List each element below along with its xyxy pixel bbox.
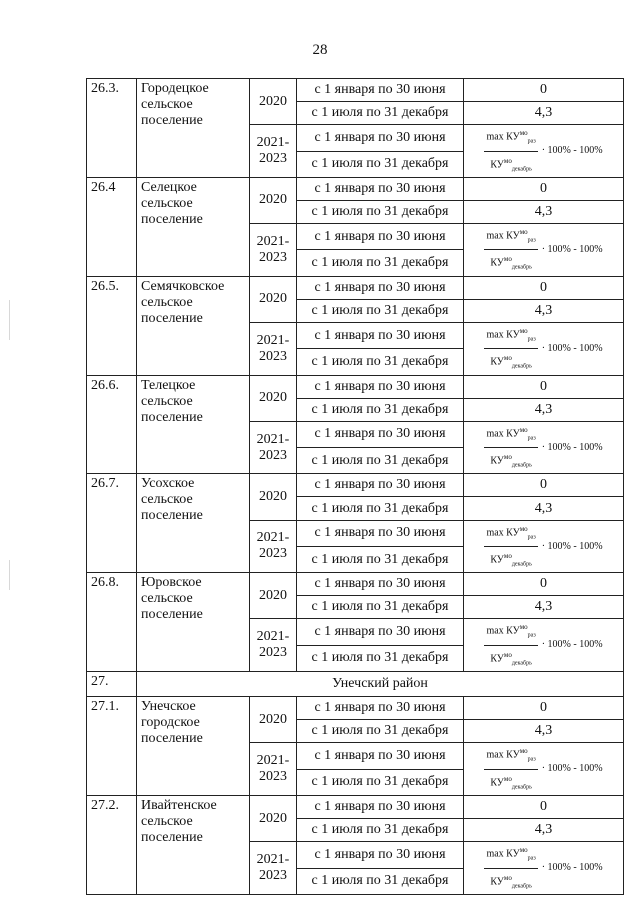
period-cell: с 1 июля по 31 декабря [297, 200, 464, 223]
year-cell: 2021-2023 [250, 619, 297, 672]
period-cell: с 1 января по 30 июня [297, 796, 464, 819]
value-cell: 4,3 [464, 200, 624, 223]
formula-fraction [484, 224, 537, 276]
formula-numerator: $\max КУ^{мо}_{раз}$ [484, 619, 537, 645]
formula-multiplier: · 100% - 100% [541, 763, 603, 775]
row-number: 26.4 [87, 177, 137, 276]
year-cell: 2020 [250, 474, 297, 520]
formula-multiplier: · 100% - 100% [541, 639, 603, 651]
settlement-row [87, 796, 624, 819]
formula-denominator: $КУ^{мо}_{декабрь}$ [490, 156, 532, 172]
formula-denominator: $КУ^{мо}_{декабрь}$ [490, 551, 532, 568]
formula-denominator: $КУ^{мо}_{декабрь}$ [490, 650, 532, 667]
formula-denominator: $КУ^{мо}_{декабрь}$ [490, 255, 532, 271]
value-cell: 0 [464, 375, 624, 398]
formula-denominator: $КУ^{мо}_{декабрь}$ [490, 774, 532, 790]
row-number: 26.7. [87, 474, 137, 573]
value-cell: 0 [464, 573, 624, 596]
row-number: 26.8. [87, 573, 137, 672]
formula-multiplier: · 100% - 100% [541, 441, 603, 453]
settlement-name: Усохское сельское поселение [137, 474, 250, 573]
year-cell: 2020 [250, 796, 297, 842]
year-cell: 2020 [250, 79, 297, 125]
formula-numerator: $\max КУ^{мо}_{раз}$ [484, 422, 537, 448]
settlement-row [87, 474, 624, 497]
year-cell: 2021-2023 [250, 421, 297, 474]
settlement-name: Селецкое сельское поселение [137, 177, 250, 276]
formula-numerator: $\max КУ^{мо}_{раз}$ [484, 842, 537, 868]
period-cell: с 1 января по 30 июня [297, 474, 464, 497]
period-cell: с 1 июля по 31 декабря [297, 596, 464, 619]
period-cell: с 1 января по 30 июня [297, 697, 464, 720]
district-name: Унечский район [137, 672, 624, 697]
row-number: 27.2. [87, 796, 137, 895]
formula-fraction [484, 521, 537, 573]
period-cell: с 1 июля по 31 декабря [297, 299, 464, 322]
formula-fraction [484, 743, 537, 795]
growth-formula [464, 520, 624, 573]
period-cell: с 1 июля по 31 декабря [297, 448, 464, 474]
settlement-row [87, 697, 624, 720]
tariff-table-body [87, 79, 624, 895]
period-cell: с 1 января по 30 июня [297, 79, 464, 102]
settlement-row [87, 177, 624, 200]
period-cell: с 1 января по 30 июня [297, 743, 464, 769]
settlement-name: Городецкое сельское поселение [137, 79, 250, 178]
growth-formula [464, 421, 624, 474]
value-cell: 0 [464, 796, 624, 819]
formula-multiplier: · 100% - 100% [541, 862, 603, 874]
period-cell: с 1 июля по 31 декабря [297, 349, 464, 375]
formula-multiplier: · 100% - 100% [541, 342, 603, 354]
settlement-name: Семячковское сельское поселение [137, 276, 250, 375]
year-cell: 2021-2023 [250, 322, 297, 375]
year-cell: 2021-2023 [250, 224, 297, 277]
value-cell: 0 [464, 474, 624, 497]
formula-multiplier: · 100% - 100% [541, 540, 603, 552]
formula-denominator: $КУ^{мо}_{декабрь}$ [490, 873, 532, 889]
year-cell: 2020 [250, 375, 297, 421]
value-cell: 4,3 [464, 102, 624, 125]
period-cell: с 1 июля по 31 декабря [297, 645, 464, 671]
value-cell: 0 [464, 276, 624, 299]
settlement-name: Телецкое сельское поселение [137, 375, 250, 474]
year-cell: 2021-2023 [250, 743, 297, 796]
period-cell: с 1 июля по 31 декабря [297, 819, 464, 842]
year-cell: 2021-2023 [250, 520, 297, 573]
period-cell: с 1 июля по 31 декабря [297, 546, 464, 572]
formula-numerator: $\max КУ^{мо}_{раз}$ [484, 743, 537, 769]
period-cell: с 1 января по 30 июня [297, 276, 464, 299]
row-number: 26.6. [87, 375, 137, 474]
settlement-name: Унечское городское поселение [137, 697, 250, 796]
period-cell: с 1 июля по 31 декабря [297, 497, 464, 520]
period-cell: с 1 июля по 31 декабря [297, 769, 464, 795]
settlement-row [87, 573, 624, 596]
value-cell: 4,3 [464, 497, 624, 520]
period-cell: с 1 июля по 31 декабря [297, 720, 464, 743]
value-cell: 0 [464, 697, 624, 720]
formula-fraction [484, 323, 537, 375]
settlement-name: Юровское сельское поселение [137, 573, 250, 672]
year-cell: 2021-2023 [250, 125, 297, 178]
growth-formula [464, 842, 624, 895]
year-cell: 2021-2023 [250, 842, 297, 895]
formula-denominator: $КУ^{мо}_{декабрь}$ [490, 453, 532, 469]
formula-multiplier: · 100% - 100% [541, 243, 603, 255]
settlement-row [87, 375, 624, 398]
period-cell: с 1 января по 30 июня [297, 375, 464, 398]
period-cell: с 1 января по 30 июня [297, 125, 464, 151]
value-cell: 4,3 [464, 596, 624, 619]
period-cell: с 1 января по 30 июня [297, 177, 464, 200]
formula-fraction [484, 422, 537, 474]
formula-numerator: $\max КУ^{мо}_{раз}$ [484, 323, 537, 349]
settlement-row [87, 276, 624, 299]
period-cell: с 1 июля по 31 декабря [297, 102, 464, 125]
year-cell: 2020 [250, 177, 297, 223]
row-number: 26.5. [87, 276, 137, 375]
period-cell: с 1 января по 30 июня [297, 573, 464, 596]
period-cell: с 1 января по 30 июня [297, 619, 464, 645]
growth-formula [464, 619, 624, 672]
period-cell: с 1 июля по 31 декабря [297, 868, 464, 894]
growth-formula [464, 224, 624, 277]
row-number: 27. [87, 672, 137, 697]
settlement-name: Ивайтенское сельское поселение [137, 796, 250, 895]
settlement-row [87, 79, 624, 102]
period-cell: с 1 января по 30 июня [297, 842, 464, 868]
formula-fraction [484, 619, 537, 671]
value-cell: 0 [464, 79, 624, 102]
value-cell: 0 [464, 177, 624, 200]
page-number: 28 [312, 42, 328, 58]
period-cell: с 1 января по 30 июня [297, 520, 464, 546]
formula-fraction [484, 125, 537, 177]
formula-numerator: $\max КУ^{мо}_{раз}$ [484, 521, 537, 547]
growth-formula [464, 322, 624, 375]
value-cell: 4,3 [464, 398, 624, 421]
value-cell: 4,3 [464, 299, 624, 322]
value-cell: 4,3 [464, 819, 624, 842]
formula-denominator: $КУ^{мо}_{декабрь}$ [490, 354, 532, 370]
district-row [87, 672, 624, 697]
period-cell: с 1 января по 30 июня [297, 224, 464, 250]
period-cell: с 1 января по 30 июня [297, 322, 464, 348]
formula-numerator: $\max КУ^{мо}_{раз}$ [484, 224, 537, 250]
period-cell: с 1 июля по 31 декабря [297, 151, 464, 177]
year-cell: 2020 [250, 276, 297, 322]
growth-formula [464, 743, 624, 796]
value-cell: 4,3 [464, 720, 624, 743]
year-cell: 2020 [250, 697, 297, 743]
formula-multiplier: · 100% - 100% [541, 145, 603, 157]
formula-numerator: $\max КУ^{мо}_{раз}$ [484, 125, 537, 151]
row-number: 26.3. [87, 79, 137, 178]
scan-edge-mark [9, 300, 10, 340]
scan-edge-mark [9, 560, 10, 590]
row-number: 27.1. [87, 697, 137, 796]
period-cell: с 1 января по 30 июня [297, 421, 464, 447]
growth-formula [464, 125, 624, 178]
year-cell: 2020 [250, 573, 297, 619]
tariff-table [86, 78, 624, 895]
period-cell: с 1 июля по 31 декабря [297, 398, 464, 421]
formula-fraction [484, 842, 537, 894]
period-cell: с 1 июля по 31 декабря [297, 250, 464, 276]
